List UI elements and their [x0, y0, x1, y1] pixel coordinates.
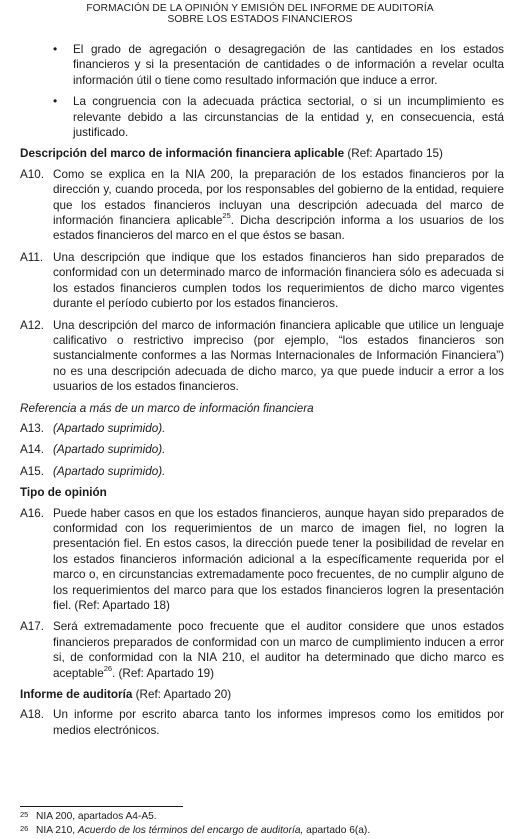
bullet-dot: • — [53, 42, 58, 56]
header-line-1: FORMACIÓN DE LA OPINIÓN Y EMISIÓN DEL INFORME DE AUDITORÍA — [86, 3, 434, 14]
footnote-text: NIA 210, — [36, 825, 78, 836]
paragraph-number: A11. — [20, 250, 44, 264]
bullet-item — [20, 42, 504, 88]
paragraph-number: A18. — [20, 708, 45, 722]
paragraph-number: A13. — [20, 421, 45, 435]
paragraph-text: Una descripción que indique que los estados financieros han sido preparados de conformidad con un determinado marco de información financiera sólo es adecuada si los estados financieros cumplen todos los requerimientos de dicho marco vigentes durante el período cubierto por los estados financieros. — [53, 250, 504, 311]
paragraph-a14 — [20, 442, 504, 457]
paragraph-a15 — [20, 464, 504, 479]
section-heading: Tipo de opinión — [20, 486, 107, 500]
header-line-2: SOBRE LOS ESTADOS FINANCIEROS — [167, 14, 353, 25]
bullet-text: La congruencia con la adecuada práctica sectorial, o si un incumplimiento es relevante debido a las circunstancias de la entidad y, en consecuencia, está justificado. — [73, 95, 504, 140]
paragraph-text: Puede haber casos en que los estados financieros, aunque hayan sido preparados de conformidad con los requerimientos de un marco de imagen fiel, no logren la presentación fiel. En estos casos, la dirección puede tener la posibilidad de revelar en los estados financieros información adicional a la específicamente requerida por el marco o, en circunstancias extremadamente poco frecuentes, de no cumplir alguno de los requerimientos del marco para que los estados financieros logren la presentación fiel. (Ref: Apartado 18) — [53, 506, 504, 612]
paragraph-text: Será extremadamente poco frecuente que el auditor considere que unos estados financieros preparados de conformidad con un marco de cumplimiento inducen a error si, de conformidad con la NIA 210, el auditor ha determinado que dicho marco es aceptable — [53, 620, 504, 680]
footnote-number: 25 — [20, 810, 29, 819]
paragraph-a16 — [20, 506, 504, 614]
footnote-text-cont: apartado 6(a). — [303, 825, 371, 836]
footnote-number: 26 — [20, 824, 29, 833]
section-heading-title: Descripción del marco de información financiera aplicable — [20, 147, 345, 161]
paragraph-a11 — [20, 250, 504, 312]
footnote-ref[interactable]: 25 — [222, 211, 231, 221]
bullet-dot: • — [53, 94, 58, 109]
paragraph-text: (Apartado suprimido). — [53, 464, 166, 478]
document-body — [20, 42, 504, 744]
footnote-ref[interactable]: 26 — [103, 663, 113, 673]
section-heading-title: Informe de auditoría — [20, 688, 133, 702]
paragraph-number: A14. — [20, 443, 45, 457]
footnote-divider — [20, 806, 183, 807]
paragraph-text: (Apartado suprimido). — [53, 421, 166, 435]
paragraph-number: A10. — [20, 167, 45, 181]
paragraph-text-cont: . (Ref: Apartado 19) — [112, 666, 215, 680]
paragraph-number: A17. — [20, 620, 45, 634]
footnote-item — [20, 824, 504, 838]
paragraph-a18 — [20, 707, 504, 738]
paragraph-a10 — [20, 167, 504, 244]
section-heading — [20, 146, 504, 161]
paragraph-text: Como se explica en la NIA 200, la preparación de los estados financieros por la dirección y, cuando proceda, por los responsables del gobierno de la entidad, requiere que los estados financieros incluyan una descripción adecuada del marco de información financiera aplicable — [53, 167, 504, 228]
paragraph-a17 — [20, 619, 504, 681]
footnote-text-italic: Acuerdo de los términos del encargo de auditoría, — [77, 825, 304, 836]
paragraph-number: A12. — [20, 318, 45, 332]
bullet-text: El grado de agregación o desagregación de las cantidades en los estados financieros y si la presentación de cantidades o de información a revelar oculta información útil o tiene como resultado información que induce a error. — [73, 43, 504, 87]
paragraph-text-cont: . Dicha descripción informa a los usuarios de los estados financieros del marco en el que éstos se basan. — [53, 214, 504, 243]
subsection-heading: Referencia a más de un marco de información financiera — [20, 401, 314, 415]
section-heading-ref: (Ref: Apartado 20) — [132, 688, 232, 702]
paragraph-text: Una descripción del marco de información financiera aplicable que utilice un lenguaje calificativo o restrictivo impreciso (por ejemplo, “los estados financieros son sustancialmente conformes a las Normas Internacionales de Información Financiera”) no es una descripción adecuada de dicho marco, ya que puede inducir a error a los usuarios de los estados financieros. — [53, 318, 504, 394]
paragraph-a12 — [20, 318, 504, 395]
paragraph-text: Un informe por escrito abarca tanto los informes impresos como los emitidos por medios electrónicos. — [53, 708, 504, 737]
section-heading — [20, 687, 504, 702]
footnote-item — [20, 810, 504, 824]
footnotes — [20, 810, 504, 838]
footnote-text: NIA 200, apartados A4-A5. — [36, 811, 157, 822]
paragraph-number: A16. — [20, 506, 45, 520]
section-heading-ref: (Ref: Apartado 15) — [344, 147, 443, 161]
bullet-item — [20, 94, 504, 140]
paragraph-number: A15. — [20, 464, 45, 478]
paragraph-a13 — [20, 421, 504, 436]
paragraph-text: (Apartado suprimido). — [53, 443, 166, 457]
running-header — [0, 3, 520, 25]
